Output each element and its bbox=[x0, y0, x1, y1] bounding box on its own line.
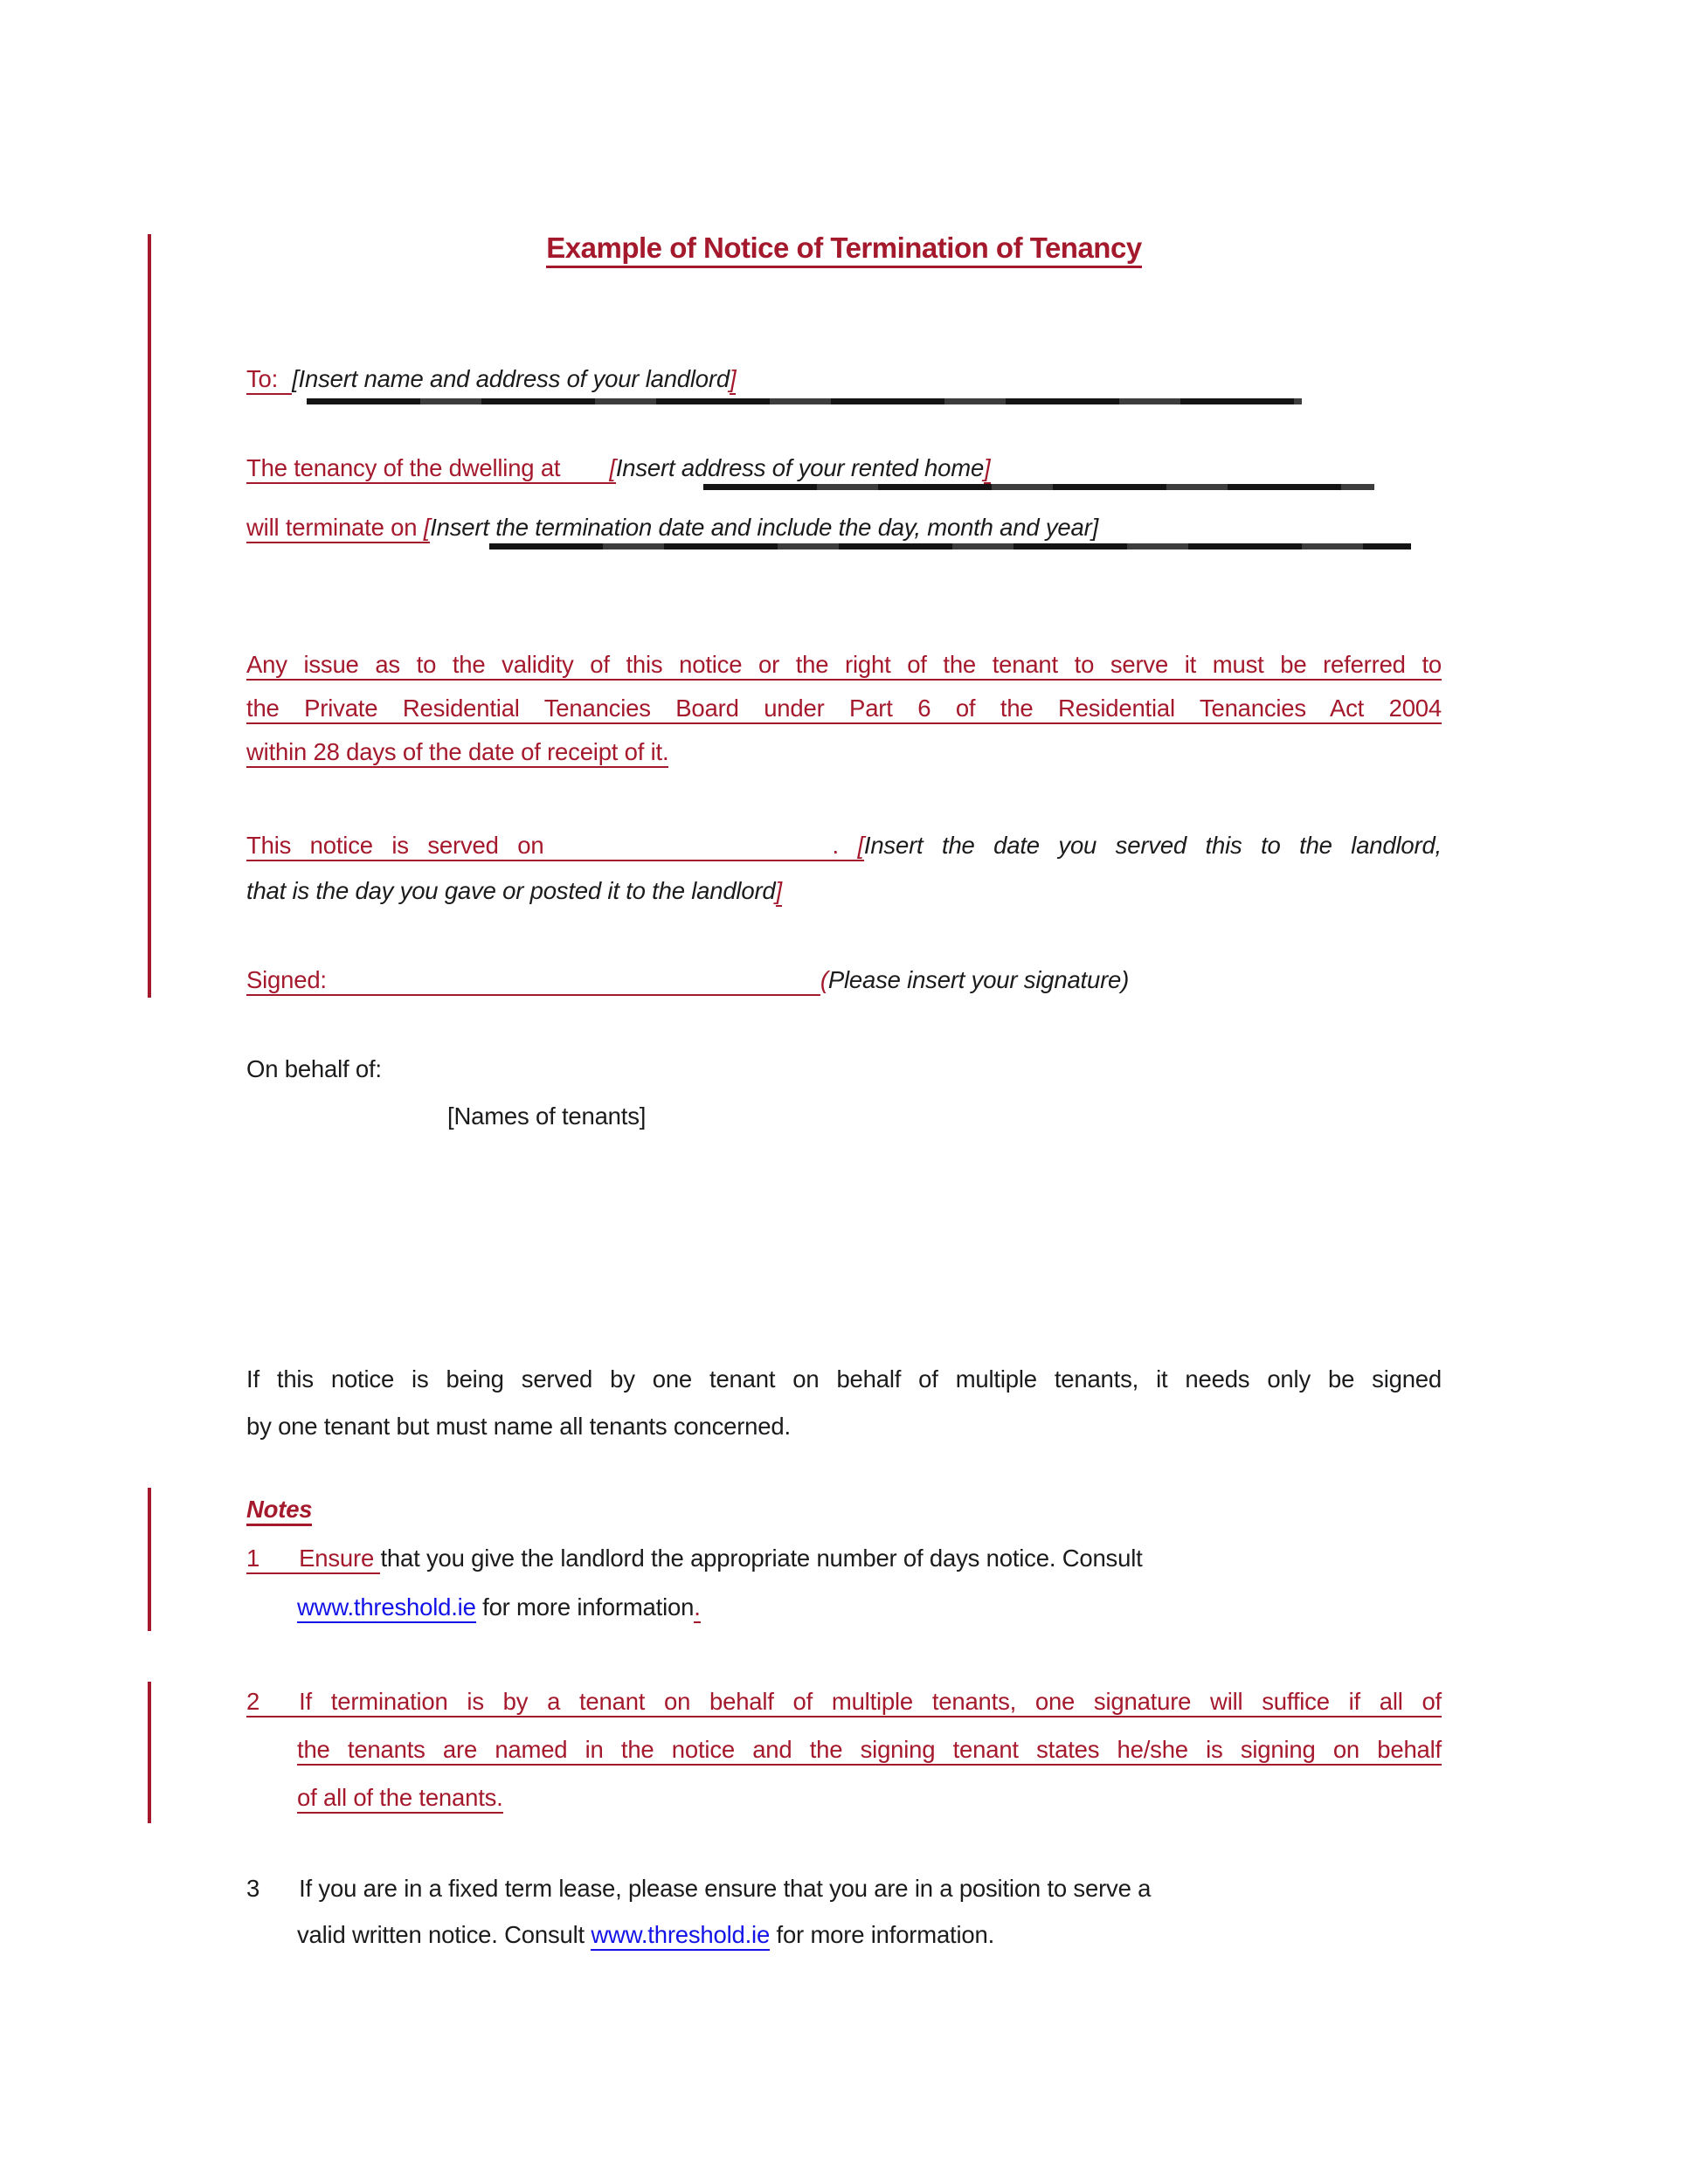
behalf-row bbox=[246, 1052, 1442, 1087]
to-close-bracket: ] bbox=[730, 365, 736, 395]
tenancy-close-bracket: ] bbox=[984, 454, 990, 484]
note-item-2 bbox=[246, 1677, 1442, 1821]
signed-open-paren: ( bbox=[820, 966, 828, 993]
note1-rest: that you give the landlord the appropriate number of days notice. Consult bbox=[380, 1545, 1143, 1572]
terminate-close-bracket: ] bbox=[1091, 514, 1099, 541]
note3-after-link: for more information. bbox=[770, 1921, 995, 1948]
served-placeholder-2: that is the day you gave or posted it to the landlord bbox=[246, 877, 776, 904]
signed-label: Signed: bbox=[246, 966, 327, 996]
note3-number: 3 bbox=[246, 1875, 260, 1902]
note1-number: 1 bbox=[246, 1545, 299, 1574]
names-placeholder: [Names of tenants] bbox=[447, 1102, 647, 1130]
address-write-rule bbox=[703, 484, 1374, 490]
note2-text-2: the tenants are named in the notice and the signing tenant states he/she is signing on behalf bbox=[297, 1736, 1442, 1766]
note2-text-1: If termination is by a tenant on behalf of multiple tenants, one signature will suffice if all of bbox=[299, 1688, 1442, 1717]
note1-lead: Ensure bbox=[299, 1545, 380, 1574]
threshold-link-1[interactable]: www.threshold.ie bbox=[297, 1593, 476, 1623]
behalf-label: On behalf of: bbox=[246, 1055, 382, 1082]
multi-tenant-paragraph bbox=[246, 1356, 1442, 1450]
signature-blank bbox=[327, 966, 820, 996]
served-line-1 bbox=[246, 823, 1442, 868]
notes-heading bbox=[246, 1492, 1442, 1527]
note1-terminal-period: . bbox=[694, 1593, 700, 1623]
validity-paragraph bbox=[246, 643, 1442, 774]
note-item-1 bbox=[246, 1534, 1442, 1632]
to-row bbox=[246, 362, 1442, 397]
threshold-link-2[interactable]: www.threshold.ie bbox=[591, 1921, 770, 1951]
note1-line-1 bbox=[246, 1534, 1442, 1583]
terminate-row bbox=[246, 510, 1442, 545]
note2-line-3 bbox=[246, 1773, 1442, 1821]
note3-line-2 bbox=[246, 1911, 1442, 1958]
served-lead: This notice is served on bbox=[246, 832, 543, 861]
terminate-placeholder: Insert the termination date and include the day, month and year bbox=[430, 514, 1092, 541]
tenancy-open-bracket: [ bbox=[609, 454, 615, 484]
change-bar-item2 bbox=[148, 1682, 151, 1823]
served-date-blank bbox=[543, 832, 832, 861]
multi-text-2: by one tenant but must name all tenants concerned. bbox=[246, 1413, 791, 1440]
tenancy-row bbox=[246, 451, 1442, 486]
terminate-open-bracket: [ bbox=[424, 514, 430, 543]
tenancy-placeholder: Insert address of your rented home bbox=[615, 454, 985, 481]
served-line-2 bbox=[246, 868, 1442, 914]
served-placeholder-1: Insert the date you served this to the landlord, bbox=[863, 832, 1442, 859]
tenancy-label: The tenancy of the dwelling at bbox=[246, 454, 609, 484]
note2-line-2 bbox=[246, 1725, 1442, 1773]
note3-text-1: If you are in a fixed term lease, please ensure that you are in a position to serve a bbox=[299, 1875, 1152, 1902]
signed-note: Please insert your signature) bbox=[827, 966, 1130, 993]
note3-line-1 bbox=[246, 1865, 1442, 1911]
change-bar-top bbox=[148, 234, 151, 998]
date-write-rule bbox=[489, 543, 1411, 549]
served-close-bracket: ] bbox=[776, 877, 782, 907]
signed-row bbox=[246, 963, 1442, 998]
validity-line-1 bbox=[246, 643, 1442, 687]
terminate-label: will terminate on bbox=[246, 514, 424, 543]
served-period: . bbox=[832, 832, 857, 861]
document-title bbox=[0, 229, 1688, 267]
multi-text-1: If this notice is being served by one tenant on behalf of multiple tenants, it needs only be signed bbox=[246, 1365, 1442, 1393]
validity-text-3: within 28 days of the date of receipt of it. bbox=[246, 738, 668, 768]
validity-line-2 bbox=[246, 687, 1442, 730]
landlord-write-rule bbox=[307, 398, 1302, 404]
served-open-bracket: [ bbox=[857, 832, 863, 861]
to-label: To: bbox=[246, 365, 292, 395]
validity-text-2: the Private Residential Tenancies Board under Part 6 of the Residential Tenancies Act 2004 bbox=[246, 695, 1442, 724]
multi-line-2 bbox=[246, 1403, 1442, 1450]
note-item-3 bbox=[246, 1865, 1442, 1958]
note1-line-2 bbox=[246, 1583, 1442, 1632]
note1-after-link: for more information bbox=[475, 1593, 695, 1621]
change-bar-notes bbox=[148, 1488, 151, 1631]
validity-line-3 bbox=[246, 730, 1442, 774]
notes-heading-text: Notes bbox=[246, 1496, 312, 1526]
note3-before-link: valid written notice. Consult bbox=[297, 1921, 591, 1948]
multi-line-1 bbox=[246, 1356, 1442, 1403]
to-open-bracket: [ bbox=[292, 365, 299, 392]
served-paragraph bbox=[246, 823, 1442, 914]
note2-number: 2 bbox=[246, 1688, 299, 1717]
names-row bbox=[447, 1099, 646, 1134]
note2-line-1 bbox=[246, 1677, 1442, 1725]
to-placeholder: Insert name and address of your landlord bbox=[298, 365, 730, 392]
validity-text-1: Any issue as to the validity of this notice or the right of the tenant to serve it must be referred to bbox=[246, 651, 1442, 681]
note2-text-3: of all of the tenants. bbox=[297, 1784, 503, 1814]
document-title-text: Example of Notice of Termination of Tenancy bbox=[546, 232, 1141, 268]
